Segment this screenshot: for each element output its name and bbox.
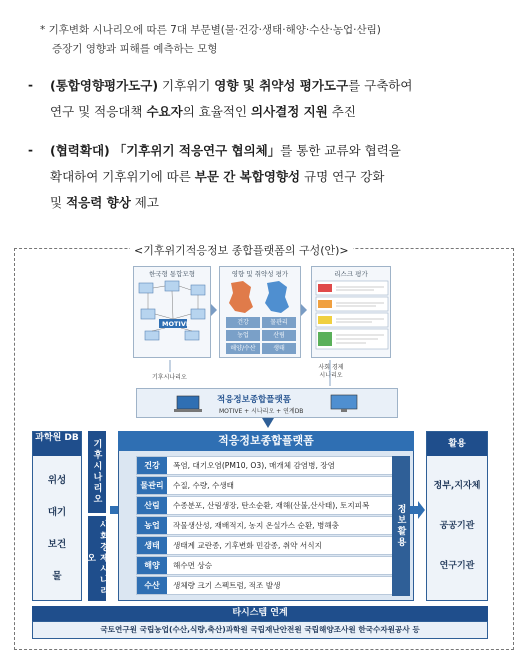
socio-scenario-small-label: 사회 경제 시나리오 [318, 364, 344, 379]
item-2-emph-3: 적응력 향상 [66, 195, 131, 210]
small-platform-title: 적응정보종합플랫폼 [217, 395, 291, 405]
row-water [136, 476, 398, 495]
left-item-air: 대기 [47, 507, 67, 518]
row-tag: 물관리 [137, 477, 167, 494]
small-platform-box [136, 388, 398, 418]
row-desc: 해수면 상승 [173, 561, 213, 570]
laptop-icon [173, 394, 203, 414]
climate-scenario-bar: 기후시나리오 [88, 431, 106, 513]
row-tag: 산림 [137, 497, 167, 514]
info-use-bar: 정보활용 [392, 456, 410, 596]
row-forest [136, 496, 398, 515]
item-1-emph-3: 의사결정 지원 [251, 104, 328, 119]
row-fisheries [136, 576, 398, 595]
row-marine [136, 556, 398, 575]
row-desc: 작물생산성, 재배적지, 농지 온실가스 순환, 병해충 [173, 521, 340, 530]
item-1-line-2 [50, 104, 356, 120]
card-integrated-model-label: 한국형 통합모형 [148, 270, 196, 278]
chip-health: 건강 [226, 317, 260, 328]
item-2-text-l2b: 규명 연구 강화 [300, 169, 385, 184]
row-desc: 수종분포, 산림생장, 탄소순환, 재해(산불,산사태), 토지피복 [173, 501, 370, 510]
item-1-text-a: 기후위기 [158, 78, 215, 93]
card-impact-vulnerability-label: 영향 및 취약성 평가 [231, 270, 289, 278]
diagram-title: <기후위기적응정보 종합플랫폼의 구성(안)> [130, 242, 353, 258]
item-2-emph-2: 부문 간 복합영향성 [194, 169, 301, 184]
item-1-text-l2c: 추진 [327, 104, 356, 119]
row-desc: 폭염, 대기오염(PM10, O3), 매개체 감염병, 장염 [173, 461, 335, 470]
usage-header: 활용 [427, 432, 487, 456]
card-arrows [205, 300, 325, 320]
right-item-research: 연구기관 [439, 561, 475, 571]
row-tag: 생태 [137, 537, 167, 554]
row-health [136, 456, 398, 475]
center-platform-header: 적응정보종합플랫폼 [118, 431, 414, 451]
item-2-line-2 [50, 169, 384, 185]
right-item-government: 정부,지자체 [433, 481, 481, 491]
bottom-linkage-orgs: 국토연구원 국립농업(수산,식량,축산)과학원 국립재난안전원 국립해양조사원 한국수자원공사 등 [32, 621, 488, 639]
science-db-header: 과학원 DB [33, 432, 81, 456]
right-item-public: 공공기관 [439, 521, 475, 531]
row-tag: 건강 [137, 457, 167, 474]
motive-label: MOTIVE [162, 320, 191, 328]
socio-scenario-bar: 사회경제시나리오 [88, 516, 106, 601]
left-item-water: 물 [52, 571, 62, 582]
bullet-1: - [28, 78, 33, 92]
left-item-satellite: 위성 [47, 475, 67, 486]
down-arrow [258, 418, 278, 430]
item-1-emph-1: 영향 및 취약성 평가도구 [214, 78, 349, 93]
item-2-text-l3a: 및 [50, 195, 67, 210]
item-2-text-l3b: 제고 [130, 195, 159, 210]
scenario-connectors [140, 358, 400, 388]
left-item-health: 보건 [47, 539, 67, 550]
row-ecology [136, 536, 398, 555]
item-1-text-l2a: 연구 및 적응대책 [50, 104, 147, 119]
row-agriculture [136, 516, 398, 535]
item-2-line-1 [50, 143, 401, 159]
item-2-heading: (협력확대) [50, 143, 110, 158]
item-2-emph-1: 「기후위기 적응연구 협의체」 [113, 143, 281, 158]
row-tag: 해양 [137, 557, 167, 574]
monitor-icon [329, 394, 359, 414]
bottom-linkage-header: 타시스템 연계 [32, 606, 488, 621]
small-platform-subtitle: MOTIVE + 시나리오 + 연계DB [219, 408, 304, 415]
chip-water: 물관리 [262, 317, 296, 328]
item-1-text-c: 를 구축하여 [348, 78, 413, 93]
climate-scenario-small-label: 기후시나리오 [152, 374, 187, 381]
item-1-line-1 [50, 78, 412, 94]
row-desc: 생태계 교란종, 기후변화 민감종, 취약 서식지 [173, 541, 322, 550]
row-tag: 수산 [137, 577, 167, 594]
chip-forest: 산림 [262, 330, 296, 341]
chip-ecology: 생태 [262, 343, 296, 354]
row-desc: 생체량 크기 스펙트럼, 적조 발생 [173, 581, 281, 590]
item-1-text-l2b: 의 효율적인 [182, 104, 252, 119]
science-db-column [32, 431, 82, 601]
row-tag: 농업 [137, 517, 167, 534]
footnote-line-2: 증장기 영향과 피해를 예측하는 모형 [52, 43, 218, 55]
center-to-right-arrow [410, 500, 426, 520]
footnote-line-1: * 기후변화 시나리오에 따른 7대 부문별(물·건강·생태·해양·수산·농업·산림) [40, 24, 381, 36]
risk-table-icon [314, 279, 390, 353]
item-1-heading: (통합영향평가도구) [50, 78, 159, 93]
usage-column [426, 431, 488, 601]
item-2-text-a: 를 통한 교류와 협력을 [280, 143, 401, 158]
card-risk-assessment-label: 리스크 평가 [334, 270, 368, 278]
chip-marine: 해양/수산 [226, 343, 260, 354]
model-network-icon [135, 279, 211, 343]
chip-agriculture: 농업 [226, 330, 260, 341]
bullet-2: - [28, 143, 33, 157]
card-integrated-model [133, 266, 211, 358]
item-2-text-l2a: 확대하여 기후위기에 따른 [50, 169, 195, 184]
item-1-emph-2: 수요자 [146, 104, 183, 119]
row-desc: 수질, 수량, 수생태 [173, 481, 235, 490]
item-2-line-3 [50, 195, 159, 211]
